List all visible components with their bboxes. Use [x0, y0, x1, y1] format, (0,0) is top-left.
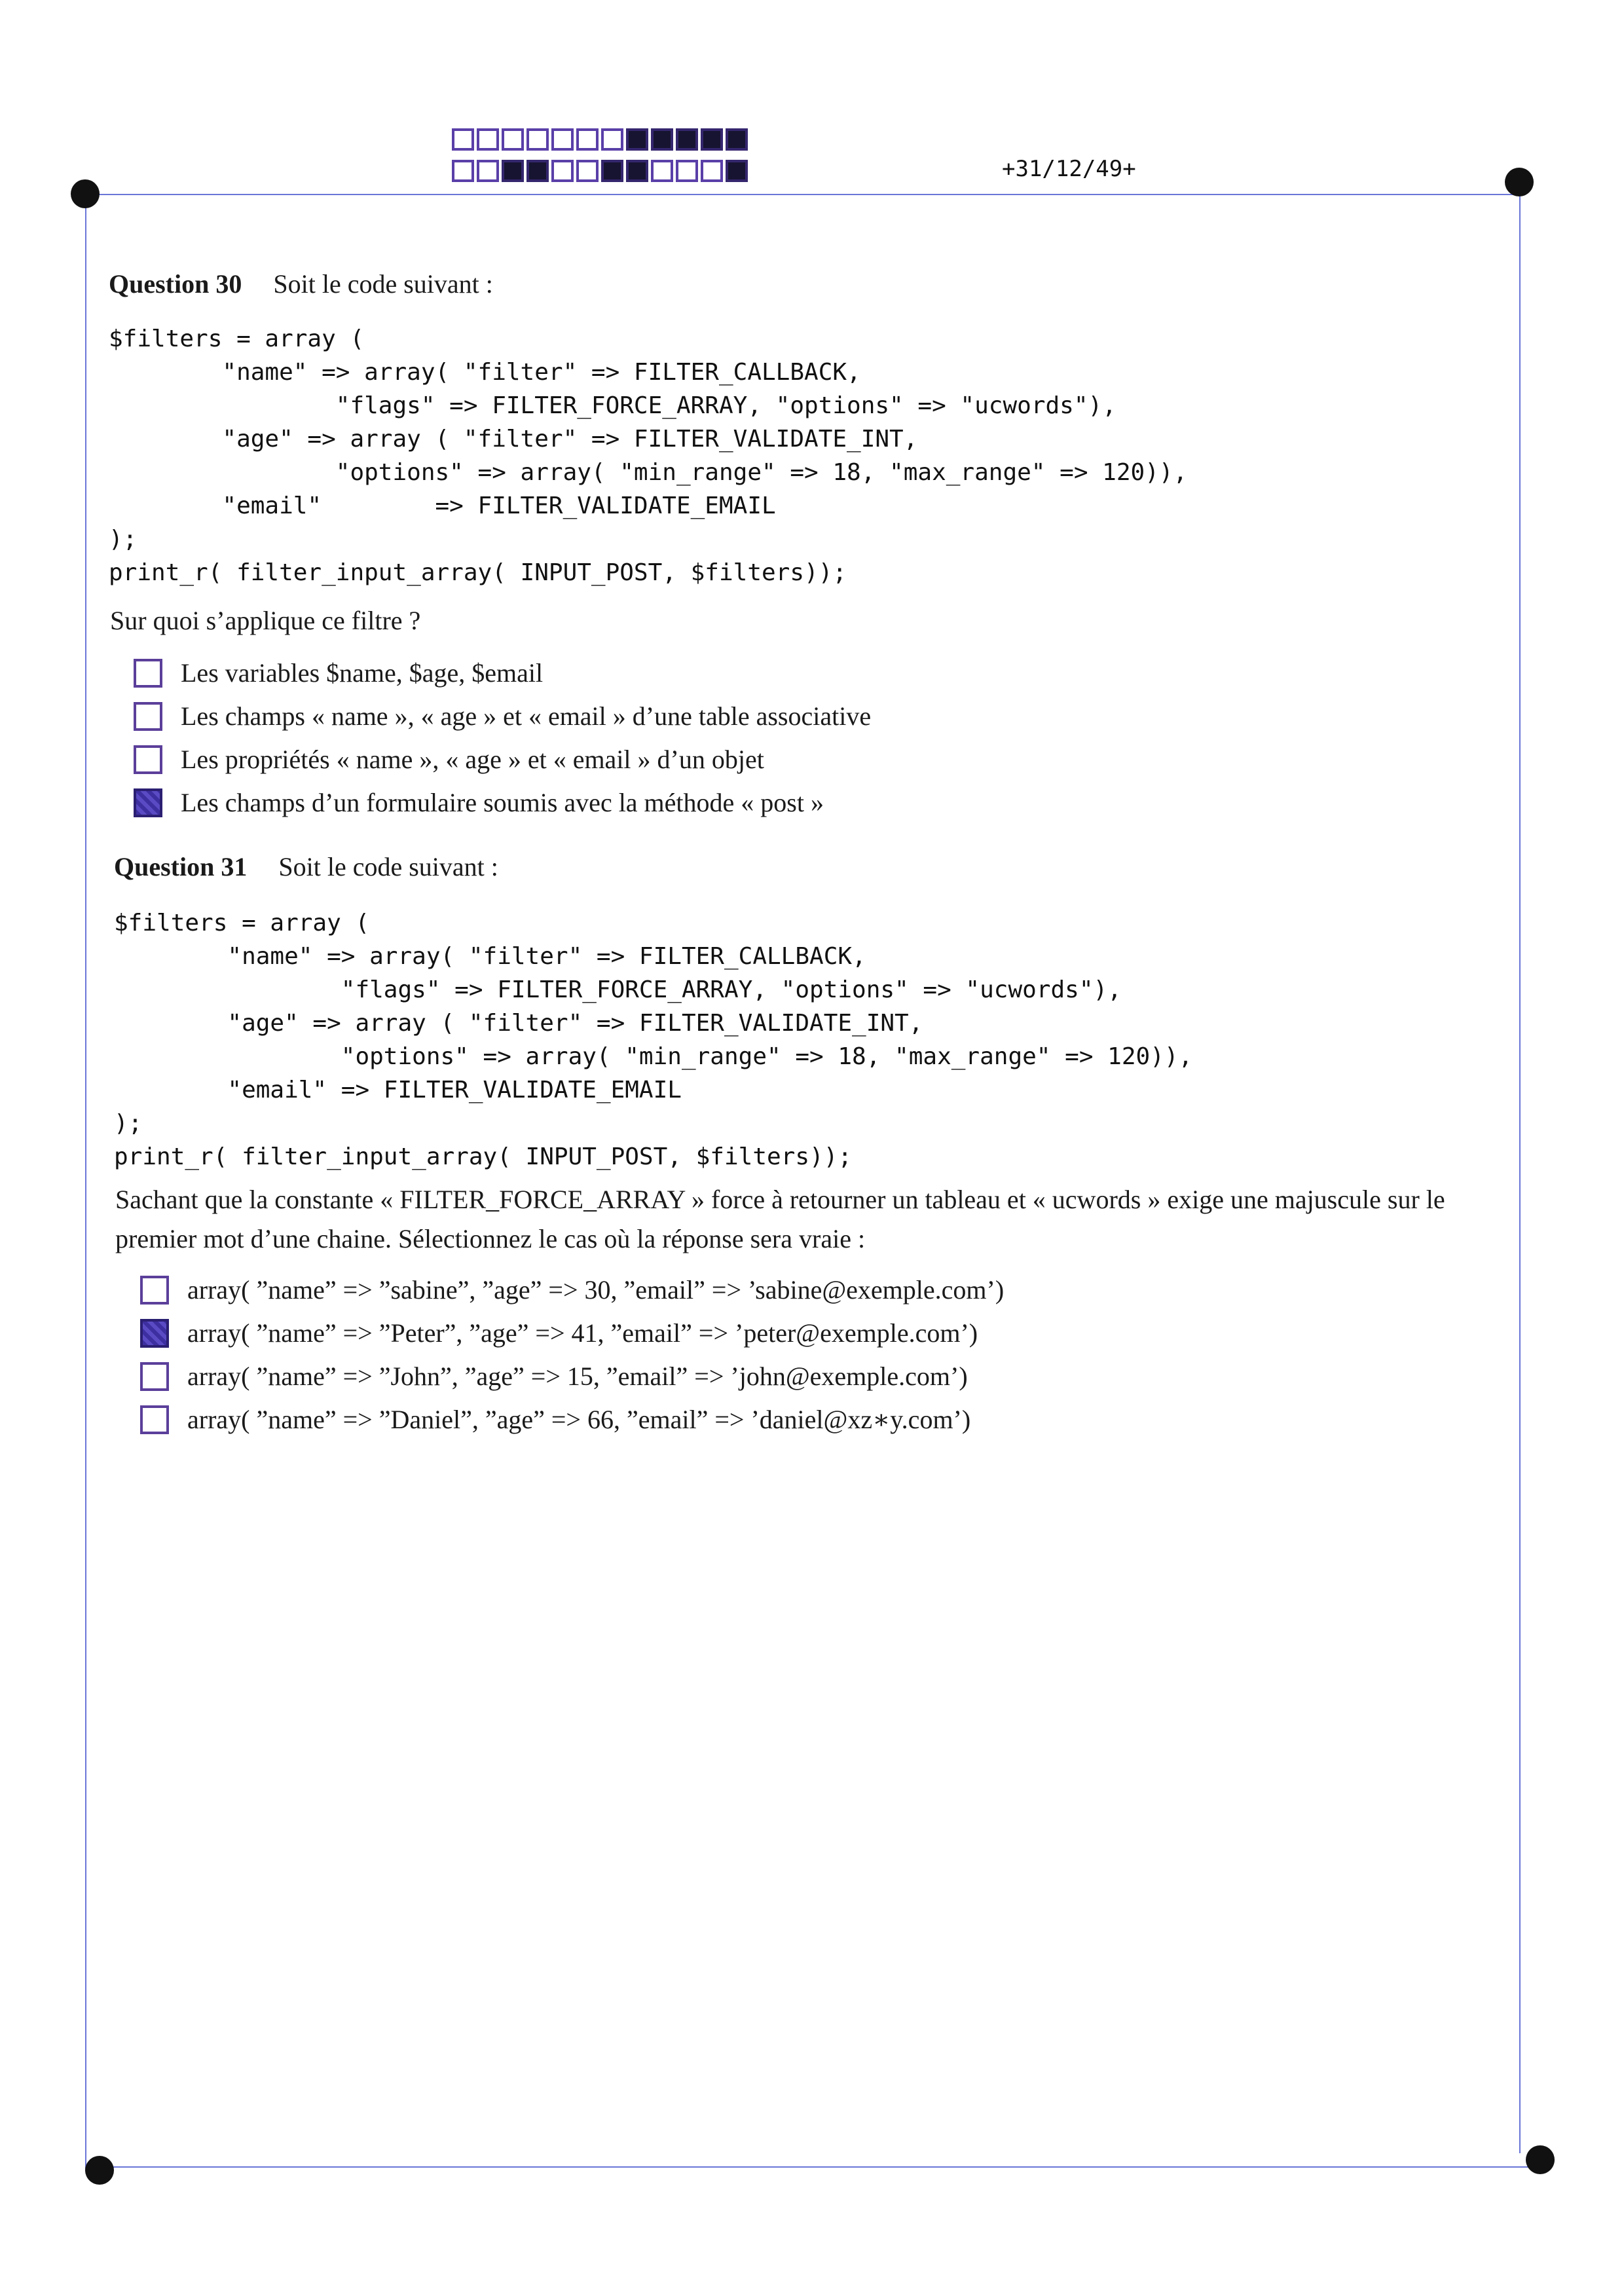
question-31-prompt — [115, 1180, 1445, 1259]
checkbox[interactable] — [134, 702, 162, 731]
choice-label: array( ”name” => ”Daniel”, ”age” => 66, ”email” => ’daniel@xz∗y.com’) — [187, 1405, 971, 1434]
question-31-header — [114, 851, 498, 882]
corner-marker-bottom-right — [1526, 2145, 1555, 2174]
barcode-cell — [626, 160, 648, 182]
checkbox[interactable] — [134, 745, 162, 774]
page-id: +31/12/49+ — [1002, 156, 1136, 182]
barcode-cell — [502, 160, 524, 182]
checkbox[interactable] — [140, 1276, 169, 1305]
q31-choice-1[interactable] — [140, 1274, 1004, 1305]
question-31-intro: Soit le code suivant : — [278, 852, 498, 881]
barcode-cell — [726, 160, 748, 182]
checkbox-checked[interactable] — [140, 1319, 169, 1348]
q31-choice-4[interactable] — [140, 1404, 970, 1435]
barcode-cell — [477, 128, 499, 151]
question-30-intro: Soit le code suivant : — [273, 269, 493, 299]
frame-top-line — [85, 194, 1519, 195]
question-30-label: Question 30 — [109, 269, 242, 299]
q30-choice-2[interactable] — [134, 701, 871, 731]
barcode-cell — [477, 160, 499, 182]
corner-marker-bottom-left — [85, 2156, 114, 2185]
question-30-header — [109, 268, 493, 299]
barcode-cell — [676, 160, 698, 182]
choice-label: Les propriétés « name », « age » et « email » d’un objet — [181, 745, 764, 774]
barcode-row-1 — [452, 128, 748, 151]
barcode-cell — [551, 128, 574, 151]
barcode-cell — [676, 128, 698, 151]
barcode-row-2 — [452, 160, 748, 182]
choice-label: array( ”name” => ”Peter”, ”age” => 41, ”email” => ’peter@exemple.com’) — [187, 1318, 978, 1348]
q31-choice-2[interactable] — [140, 1318, 978, 1348]
checkbox[interactable] — [140, 1405, 169, 1434]
question-31-prompt-line-1: Sachant que la constante « FILTER_FORCE_ARRAY » force à retourner un tableau et « ucwords » exige une majuscule sur le — [115, 1185, 1445, 1214]
q31-choice-3[interactable] — [140, 1361, 968, 1392]
frame-right-line — [1519, 182, 1521, 2153]
barcode-cell — [576, 128, 599, 151]
choice-label: Les champs d’un formulaire soumis avec la méthode « post » — [181, 788, 824, 817]
question-31-prompt-line-2: premier mot d’une chaine. Sélectionnez le cas où la réponse sera vraie : — [115, 1224, 866, 1253]
barcode-cell — [601, 160, 623, 182]
choice-label: array( ”name” => ”John”, ”age” => 15, ”email” => ’john@exemple.com’) — [187, 1361, 968, 1391]
q30-choice-3[interactable] — [134, 744, 764, 775]
corner-marker-top-right — [1505, 168, 1534, 196]
barcode-cell — [726, 128, 748, 151]
barcode-cell — [651, 128, 673, 151]
barcode-cell — [626, 128, 648, 151]
checkbox[interactable] — [134, 659, 162, 688]
question-30-code: $filters = array ( "name" => array( "filter" => FILTER_CALLBACK, "flags" => FILTER_FORCE_ARRAY, "options" => "ucwords"), "age" => array ( "filter" => FILTER_VALIDATE_INT, "options" => array( "min_range" => 18, "max_range" => 120)), "email" => FILTER_VALIDATE_EMAIL ); print_r( filter_input_array( INPUT_POST, $filters)); — [109, 325, 1188, 586]
choice-label: Les champs « name », « age » et « email » d’une table associative — [181, 701, 872, 731]
checkbox[interactable] — [140, 1362, 169, 1391]
barcode-cell — [576, 160, 599, 182]
barcode-cell — [651, 160, 673, 182]
barcode-cell — [452, 160, 474, 182]
barcode-cell — [601, 128, 623, 151]
barcode-cell — [701, 160, 723, 182]
q30-choice-1[interactable] — [134, 657, 543, 688]
barcode-cell — [452, 128, 474, 151]
barcode-cell — [526, 160, 549, 182]
question-31-code: $filters = array ( "name" => array( "filter" => FILTER_CALLBACK, "flags" => FILTER_FORCE_ARRAY, "options" => "ucwords"), "age" => array ( "filter" => FILTER_VALIDATE_INT, "options" => array( "min_range" => 18, "max_range" => 120)), "email" => FILTER_VALIDATE_EMAIL ); print_r( filter_input_array( INPUT_POST, $filters)); — [114, 910, 1193, 1170]
barcode-cell — [526, 128, 549, 151]
barcode-cell — [551, 160, 574, 182]
question-30-prompt: Sur quoi s’applique ce filtre ? — [110, 606, 421, 635]
frame-left-line — [85, 194, 86, 2172]
frame-bottom-line — [100, 2166, 1540, 2168]
question-31-label: Question 31 — [114, 852, 248, 881]
choice-label: array( ”name” => ”sabine”, ”age” => 30, ”email” => ’sabine@exemple.com’) — [187, 1275, 1005, 1305]
checkbox-checked[interactable] — [134, 788, 162, 817]
barcode-cell — [502, 128, 524, 151]
q30-choice-4[interactable] — [134, 787, 824, 818]
corner-marker-top-left — [71, 179, 100, 208]
barcode-cell — [701, 128, 723, 151]
choice-label: Les variables $name, $age, $email — [181, 658, 544, 688]
